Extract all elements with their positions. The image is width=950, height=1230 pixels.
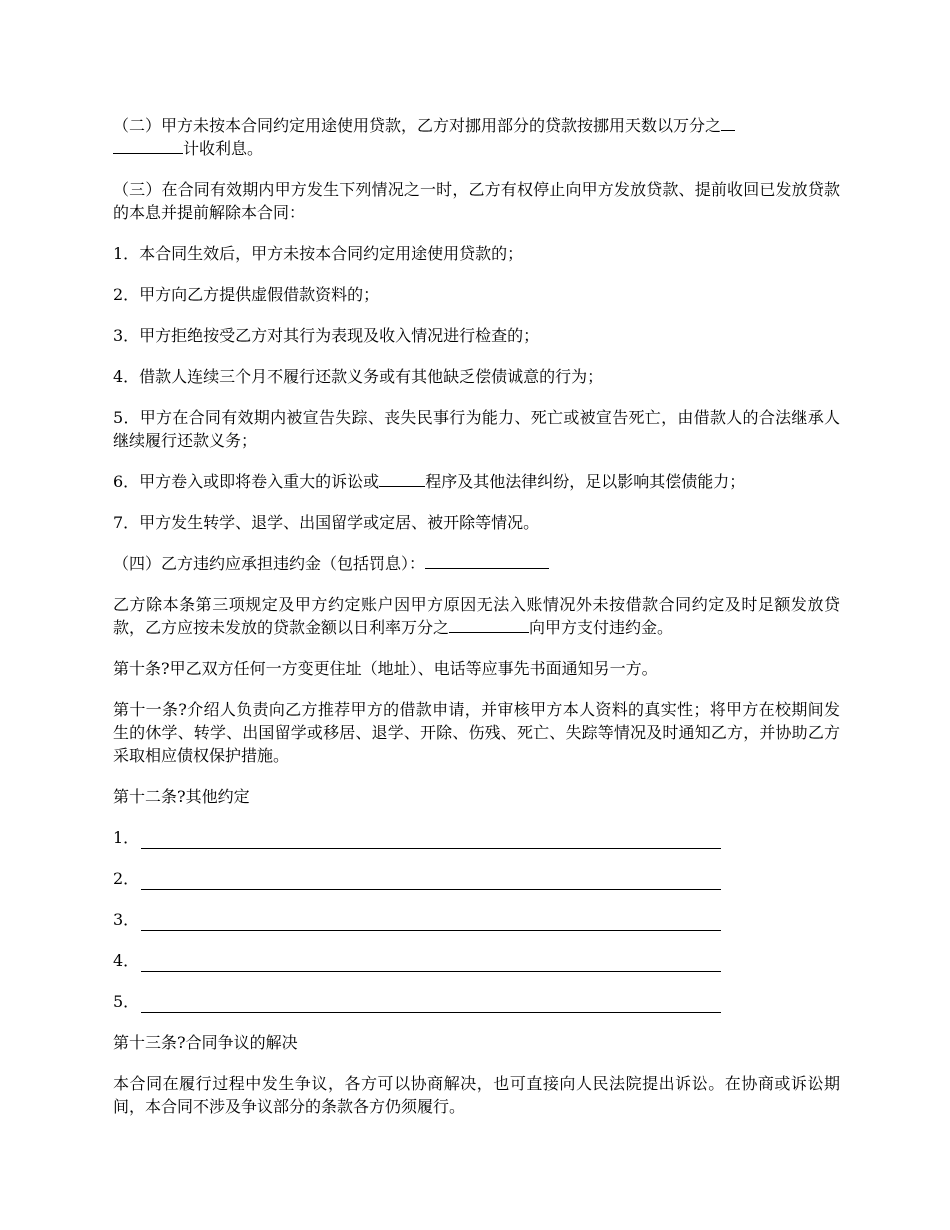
litigation-blank [379, 470, 425, 487]
other-agreement-number: 5． [113, 992, 140, 1011]
clause-2-text: （二）甲方未按本合同约定用途使用贷款，乙方对挪用部分的贷款按挪用天数以万分之 [113, 116, 722, 135]
other-agreement-blank-line [141, 830, 721, 849]
condition-item-6-tail: 程序及其他法律纠纷，足以影响其偿债能力； [425, 472, 746, 491]
condition-item-7: 7．甲方发生转学、退学、出国留学或定居、被开除等情况。 [113, 513, 540, 532]
article-13-body: 本合同在履行过程中发生争议，各方可以协商解决，也可直接向人民法院提出诉讼。在协商或诉讼期间，本合同不涉及争议部分的条款各方仍须履行。 [113, 1074, 840, 1116]
contract-page [113, 114, 840, 1136]
interest-rate-blank-cont [113, 137, 183, 154]
condition-item-5: 5．甲方在合同有效期内被宣告失踪、丧失民事行为能力、死亡或被宣告死亡，由借款人的合法继承人继续履行还款义务； [113, 408, 840, 450]
other-agreement-blank-line [141, 912, 721, 931]
liquidated-damages-text: 乙方除本条第三项规定及甲方约定账户因甲方原因无法入账情况外未按借款合同约定及时足额发放贷款，乙方应按未发放的贷款金额以日利率万分之 [113, 595, 840, 637]
interest-rate-blank [721, 114, 735, 131]
clause-2-tail: 计收利息。 [183, 139, 264, 158]
clause-3-paragraph: （三）在合同有效期内甲方发生下列情况之一时，乙方有权停止向甲方发放贷款、提前收回已发放贷款的本息并提前解除本合同： [113, 180, 840, 222]
daily-rate-blank [449, 616, 529, 633]
article-12-heading: 第十二条?其他约定 [113, 787, 250, 806]
other-agreement-number: 1． [113, 828, 140, 847]
clause-4-paragraph [113, 552, 840, 575]
other-agreement-row-5 [113, 990, 840, 1013]
other-agreement-row-3 [113, 908, 840, 931]
penalty-blank [425, 552, 549, 569]
condition-item-4: 4．借款人连续三个月不履行还款义务或有其他缺乏偿债诚意的行为； [113, 367, 604, 386]
other-agreement-blank-line [141, 953, 721, 972]
other-agreement-number: 3． [113, 910, 140, 929]
article-10: 第十条?甲乙双方任何一方变更住址（地址）、电话等应事先书面通知另一方。 [113, 659, 658, 678]
liquidated-damages-paragraph [113, 593, 840, 639]
clause-2-paragraph [113, 114, 840, 160]
other-agreement-row-4 [113, 949, 840, 972]
liquidated-damages-tail: 向甲方支付违约金。 [529, 618, 674, 637]
other-agreement-number: 2． [113, 869, 140, 888]
other-agreement-row-2 [113, 867, 840, 890]
other-agreement-blank-line [141, 994, 721, 1013]
condition-item-1: 1．本合同生效后，甲方未按本合同约定用途使用贷款的； [113, 244, 524, 263]
condition-item-6 [113, 470, 840, 493]
article-13-heading: 第十三条?合同争议的解决 [113, 1033, 298, 1052]
condition-item-2: 2．甲方向乙方提供虚假借款资料的； [113, 285, 380, 304]
article-11: 第十一条?介绍人负责向乙方推荐甲方的借款申请，并审核甲方本人资料的真实性；将甲方在校期间发生的休学、转学、出国留学或移居、退学、开除、伤残、死亡、失踪等情况及时通知乙方，并协助乙方采取相应债权保护措施。 [113, 700, 840, 765]
other-agreement-row-1 [113, 826, 840, 849]
other-agreement-number: 4． [113, 951, 140, 970]
condition-item-6-text: 6．甲方卷入或即将卷入重大的诉讼或 [113, 472, 380, 491]
clause-4-text: （四）乙方违约应承担违约金（包括罚息）： [113, 554, 426, 573]
condition-item-3: 3．甲方拒绝按受乙方对其行为表现及收入情况进行检查的； [113, 326, 540, 345]
other-agreement-blank-line [141, 871, 721, 890]
